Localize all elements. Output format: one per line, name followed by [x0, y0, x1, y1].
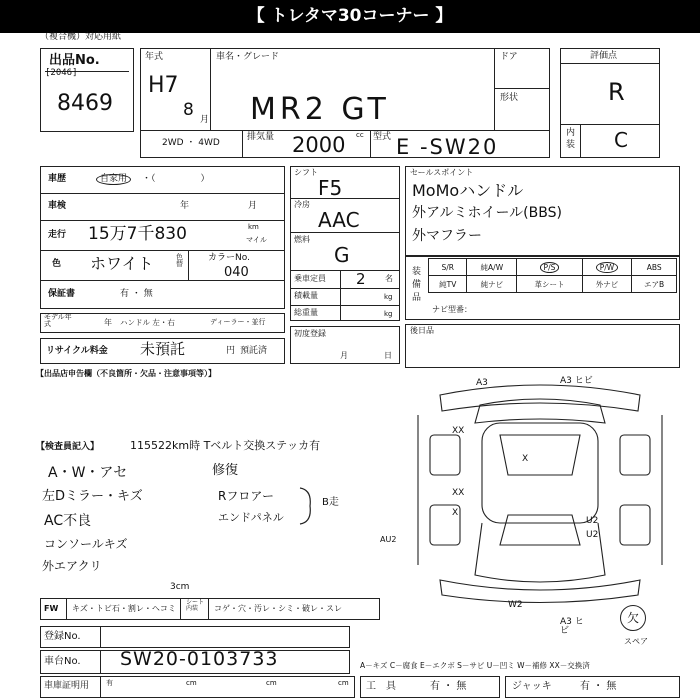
inspector-note-right-2: Rフロアー	[218, 489, 274, 503]
inspector-note-2: 左Dミラー・キズ	[42, 489, 143, 504]
spare-glyph: 欠	[626, 611, 639, 625]
damage-code-7: U2	[586, 516, 599, 526]
damage-code-6: X	[452, 508, 459, 518]
inspector-note-3: AC不良	[44, 513, 92, 529]
load-label: 積載量	[294, 291, 318, 300]
car-diagram	[400, 375, 680, 615]
sales-line-1: MoMoハンドル	[412, 181, 524, 200]
banner-title: 【 トレタマ30コーナー 】	[0, 0, 700, 33]
color-code-label: カラーNo.	[208, 253, 250, 263]
inspector-header-note: 115522km時 Tベルト交換ステッカ有	[130, 439, 321, 452]
sub-header: （複合機）対応用紙	[40, 32, 122, 42]
equip-abs: ABS	[632, 259, 677, 276]
equip-sr: S/R	[429, 259, 467, 276]
cert-unit-4: cm	[338, 679, 349, 687]
equip-leather: 革シート	[517, 276, 582, 293]
chassis-label: 車台No.	[44, 656, 81, 667]
cert-unit-1: 有	[106, 679, 113, 687]
shape-label: 形状	[500, 93, 519, 103]
reg-row	[40, 626, 350, 648]
damage-legend: A－キズ C－腐食 E－エクボ S－サビ U－凹ミ W－補修 XX－交換済	[360, 661, 590, 670]
color-code: 040	[224, 265, 249, 280]
recycle-label: リサイクル料金	[46, 346, 108, 356]
color-label: 色	[52, 259, 62, 269]
damage-code-9: U2	[586, 530, 599, 540]
cert-label: 車庫証明用	[44, 681, 90, 691]
sales-label: セールスポイント	[410, 168, 474, 177]
reg-label: 登録No.	[44, 631, 81, 642]
recycle-value: 未預託	[140, 340, 186, 358]
inspector-note-1: A・W・アセ	[48, 465, 128, 481]
fuel-value: G	[334, 243, 350, 267]
tools-label: 工 具	[366, 681, 396, 692]
damage-code-5: XX	[452, 488, 465, 498]
fw-text: キズ・トビ石・割レ・ヘコミ	[72, 604, 176, 613]
mileage-unit-km: km	[248, 223, 259, 231]
cert-unit-2: cm	[186, 679, 197, 687]
weight-label: 総重量	[294, 308, 318, 317]
jack-label: ジャッキ	[512, 681, 552, 692]
inspection-label: 車検	[48, 201, 67, 211]
equip-airbag: エアB	[632, 276, 677, 293]
interior-grade: C	[614, 128, 628, 152]
year-value: H7	[148, 73, 179, 98]
bracket-mark	[298, 486, 318, 526]
chassis-number: SW20-0103733	[120, 648, 279, 670]
bracket-note: B走	[322, 497, 339, 508]
load-unit: kg	[384, 293, 393, 301]
sales-line-3: 外マフラー	[412, 228, 482, 244]
first-reg-label: 初度登録	[294, 329, 326, 338]
name-label: 車名・グレード	[216, 52, 280, 62]
seat-text: コゲ・穴・汚レ・シミ・破レ・スレ	[214, 604, 342, 613]
equip-navi: 純ナビ	[467, 276, 517, 293]
equip-pw: P/W	[582, 259, 632, 276]
history-value: 自家用	[96, 174, 131, 185]
door-label: ドア	[500, 52, 518, 62]
cert-unit-3: cm	[266, 679, 277, 687]
shift-label: シフト	[294, 168, 318, 177]
damage-code-2: A3 ヒビ	[560, 376, 593, 386]
drive-options: 2WD ・ 4WD	[162, 138, 220, 148]
damage-code-8: AU2	[380, 535, 397, 544]
navi-label: ナビ型番：	[432, 305, 472, 314]
inspector-note-4: コンソールキズ	[44, 537, 128, 551]
displacement-label: 排気量	[247, 132, 275, 142]
model-year-handle: ハンドル 左・右	[120, 318, 175, 327]
inspection-year: 年	[180, 201, 190, 211]
fw-cm-note: 3cm	[170, 582, 190, 592]
warranty-options: 有 ・ 無	[120, 289, 153, 299]
interior-label: 内装	[566, 128, 576, 150]
ac-label: 冷房	[294, 200, 310, 209]
month-value: 8	[183, 100, 194, 120]
seller-notes-label: 【出品店申告欄（不良箇所・欠品・注意事項等）】	[36, 369, 216, 378]
model-year-year: 年	[104, 318, 112, 327]
year-label: 年式	[145, 52, 164, 62]
lot-code: [2046]	[45, 68, 78, 78]
spare-label: スペア	[624, 637, 648, 646]
weight-unit: kg	[384, 310, 393, 318]
damage-code-3: XX	[452, 426, 465, 436]
damage-code-11: A3 ヒビ	[560, 617, 584, 636]
lot-number: 8469	[57, 91, 113, 116]
inspection-month: 月	[248, 201, 258, 211]
name-value: MR2 GT	[250, 92, 390, 127]
damage-code-1: A3	[476, 378, 488, 388]
inspector-note-right-1: 修復	[212, 463, 239, 478]
inspector-note-5: 外エアクリ	[42, 559, 102, 573]
mileage-unit-mile: マイル	[246, 236, 267, 244]
color-value: ホワイト	[90, 254, 154, 273]
ac-value: AAC	[318, 208, 360, 232]
equip-aw: 純A/W	[467, 259, 517, 276]
shift-value: F5	[318, 176, 343, 200]
cc-unit: cc	[356, 131, 364, 139]
mileage-value: 15万7千830	[88, 224, 187, 244]
post-date-label: 後日品	[410, 326, 434, 335]
recycle-yen: 円	[226, 346, 236, 356]
month-unit: 月	[200, 115, 210, 125]
model-year-label: モデル年式	[44, 313, 72, 328]
damage-code-10: W2	[508, 600, 523, 610]
equipment-label: 装備品	[412, 267, 422, 304]
equip-ext-navi: 外ナビ	[582, 276, 632, 293]
first-reg-day: 日	[384, 351, 392, 360]
grade-label: 評価点	[590, 51, 618, 61]
history-label: 車歴	[48, 174, 67, 184]
lot-box	[40, 48, 134, 132]
seat-label: シート内装	[186, 599, 205, 612]
capacity-value: 2	[356, 270, 366, 288]
mileage-label: 走行	[48, 230, 67, 240]
spare-icon	[620, 605, 646, 631]
recycle-status: 預託済	[240, 346, 268, 356]
capacity-unit: 名	[385, 274, 393, 283]
tools-options: 有 ・ 無	[430, 681, 467, 692]
damage-code-4: X	[522, 454, 529, 464]
lot-label: 出品No.	[49, 53, 100, 68]
model-year-dealer: ディーラー・並行	[210, 318, 266, 326]
fw-label: FW	[44, 604, 59, 613]
first-reg-month: 月	[340, 351, 348, 360]
grade-overall: R	[608, 78, 625, 106]
inspector-label: 【検査員記入】	[36, 442, 100, 452]
post-date-box	[405, 324, 680, 368]
warranty-label: 保証書	[48, 289, 76, 299]
type-label: 型式	[373, 132, 392, 142]
sales-line-2: 外アルミホイール(BBS)	[412, 205, 562, 221]
repaint-label: 色替	[176, 253, 183, 268]
equip-tv: 純TV	[429, 276, 467, 293]
history-rest: ・（ ）	[142, 174, 210, 184]
jack-options: 有 ・ 無	[580, 681, 617, 692]
equip-ps: P/S	[517, 259, 582, 276]
displacement-value: 2000	[292, 133, 346, 157]
type-value: E -SW20	[396, 135, 499, 159]
fuel-label: 燃料	[294, 235, 310, 244]
inspector-note-right-3: エンドパネル	[218, 511, 284, 524]
equipment-table	[428, 258, 677, 293]
capacity-label: 乗車定員	[294, 274, 326, 283]
